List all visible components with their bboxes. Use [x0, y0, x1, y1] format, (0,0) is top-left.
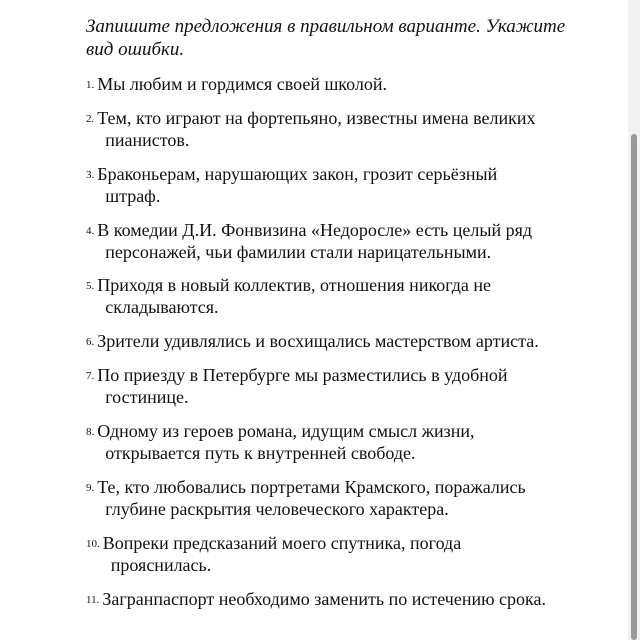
scrollbar-track[interactable] [628, 0, 640, 640]
item-line: В комедии Д.И. Фонвизина «Недоросле» есть целый ряд [97, 220, 533, 240]
list-item [86, 274, 601, 318]
item-text [97, 163, 601, 207]
item-line: Вопреки предсказаний моего спутника, погода [102, 533, 462, 553]
item-text [103, 532, 601, 576]
item-text [97, 476, 601, 520]
item-text [97, 107, 601, 151]
item-text [102, 588, 601, 610]
item-line-continuation: прояснилась. [110, 555, 212, 575]
item-number: 6. [86, 336, 95, 348]
item-line: Зрители удивлялись и восхищались мастерством артиста. [97, 331, 539, 351]
list-item [86, 107, 601, 151]
item-number: 2. [86, 113, 95, 125]
item-line: Браконьерам, нарушающих закон, грозит серьёзный [97, 164, 498, 184]
item-text [97, 364, 601, 408]
list-item [86, 330, 601, 354]
task-heading: Запишите предложения в правильном варианте. Укажите вид ошибки. [86, 16, 566, 60]
scrollbar-thumb[interactable] [631, 134, 637, 640]
item-line: По приезду в Петербурге мы разместились в удобной [97, 365, 508, 385]
item-line-continuation: гостинице. [105, 387, 189, 407]
item-text [97, 219, 601, 263]
item-line-continuation: глубине раскрытия человеческого характера. [105, 499, 449, 519]
item-line: Приходя в новый коллектив, отношения никогда не [97, 275, 492, 295]
list-item [86, 73, 601, 97]
list-item [86, 420, 601, 464]
item-number: 11. [86, 594, 100, 606]
item-text [97, 274, 601, 318]
item-line: Тем, кто играют на фортепьяно, известны имена великих [97, 108, 536, 128]
item-line-continuation: складываются. [105, 297, 219, 317]
item-line: Мы любим и гордимся своей школой. [97, 74, 388, 94]
list-item [86, 364, 601, 408]
item-line-continuation: штраф. [105, 186, 161, 206]
item-text [97, 420, 601, 464]
list-item [86, 532, 601, 576]
item-number: 1. [86, 79, 95, 91]
item-number: 5. [86, 280, 95, 292]
item-number: 8. [86, 426, 95, 438]
item-line: Одному из героев романа, идущим смысл жизни, [97, 421, 475, 441]
list-item [86, 163, 601, 207]
item-line: Те, кто любовались портретами Крамского, поражались [97, 477, 526, 497]
item-text [97, 330, 601, 352]
item-number: 4. [86, 225, 95, 237]
item-number: 3. [86, 169, 95, 181]
list-item [86, 219, 601, 263]
item-line-continuation: открывается путь к внутренней свободе. [105, 443, 416, 463]
list-item [86, 476, 601, 520]
item-text [97, 73, 601, 95]
item-line-continuation: персонажей, чьи фамилии стали нарицательными. [105, 242, 492, 262]
item-number: 9. [86, 482, 95, 494]
list-item [86, 588, 601, 612]
item-number: 10. [86, 538, 100, 550]
item-line-continuation: пианистов. [105, 130, 190, 150]
item-number: 7. [86, 370, 95, 382]
item-line: Загранпаспорт необходимо заменить по истечению срока. [102, 589, 546, 609]
